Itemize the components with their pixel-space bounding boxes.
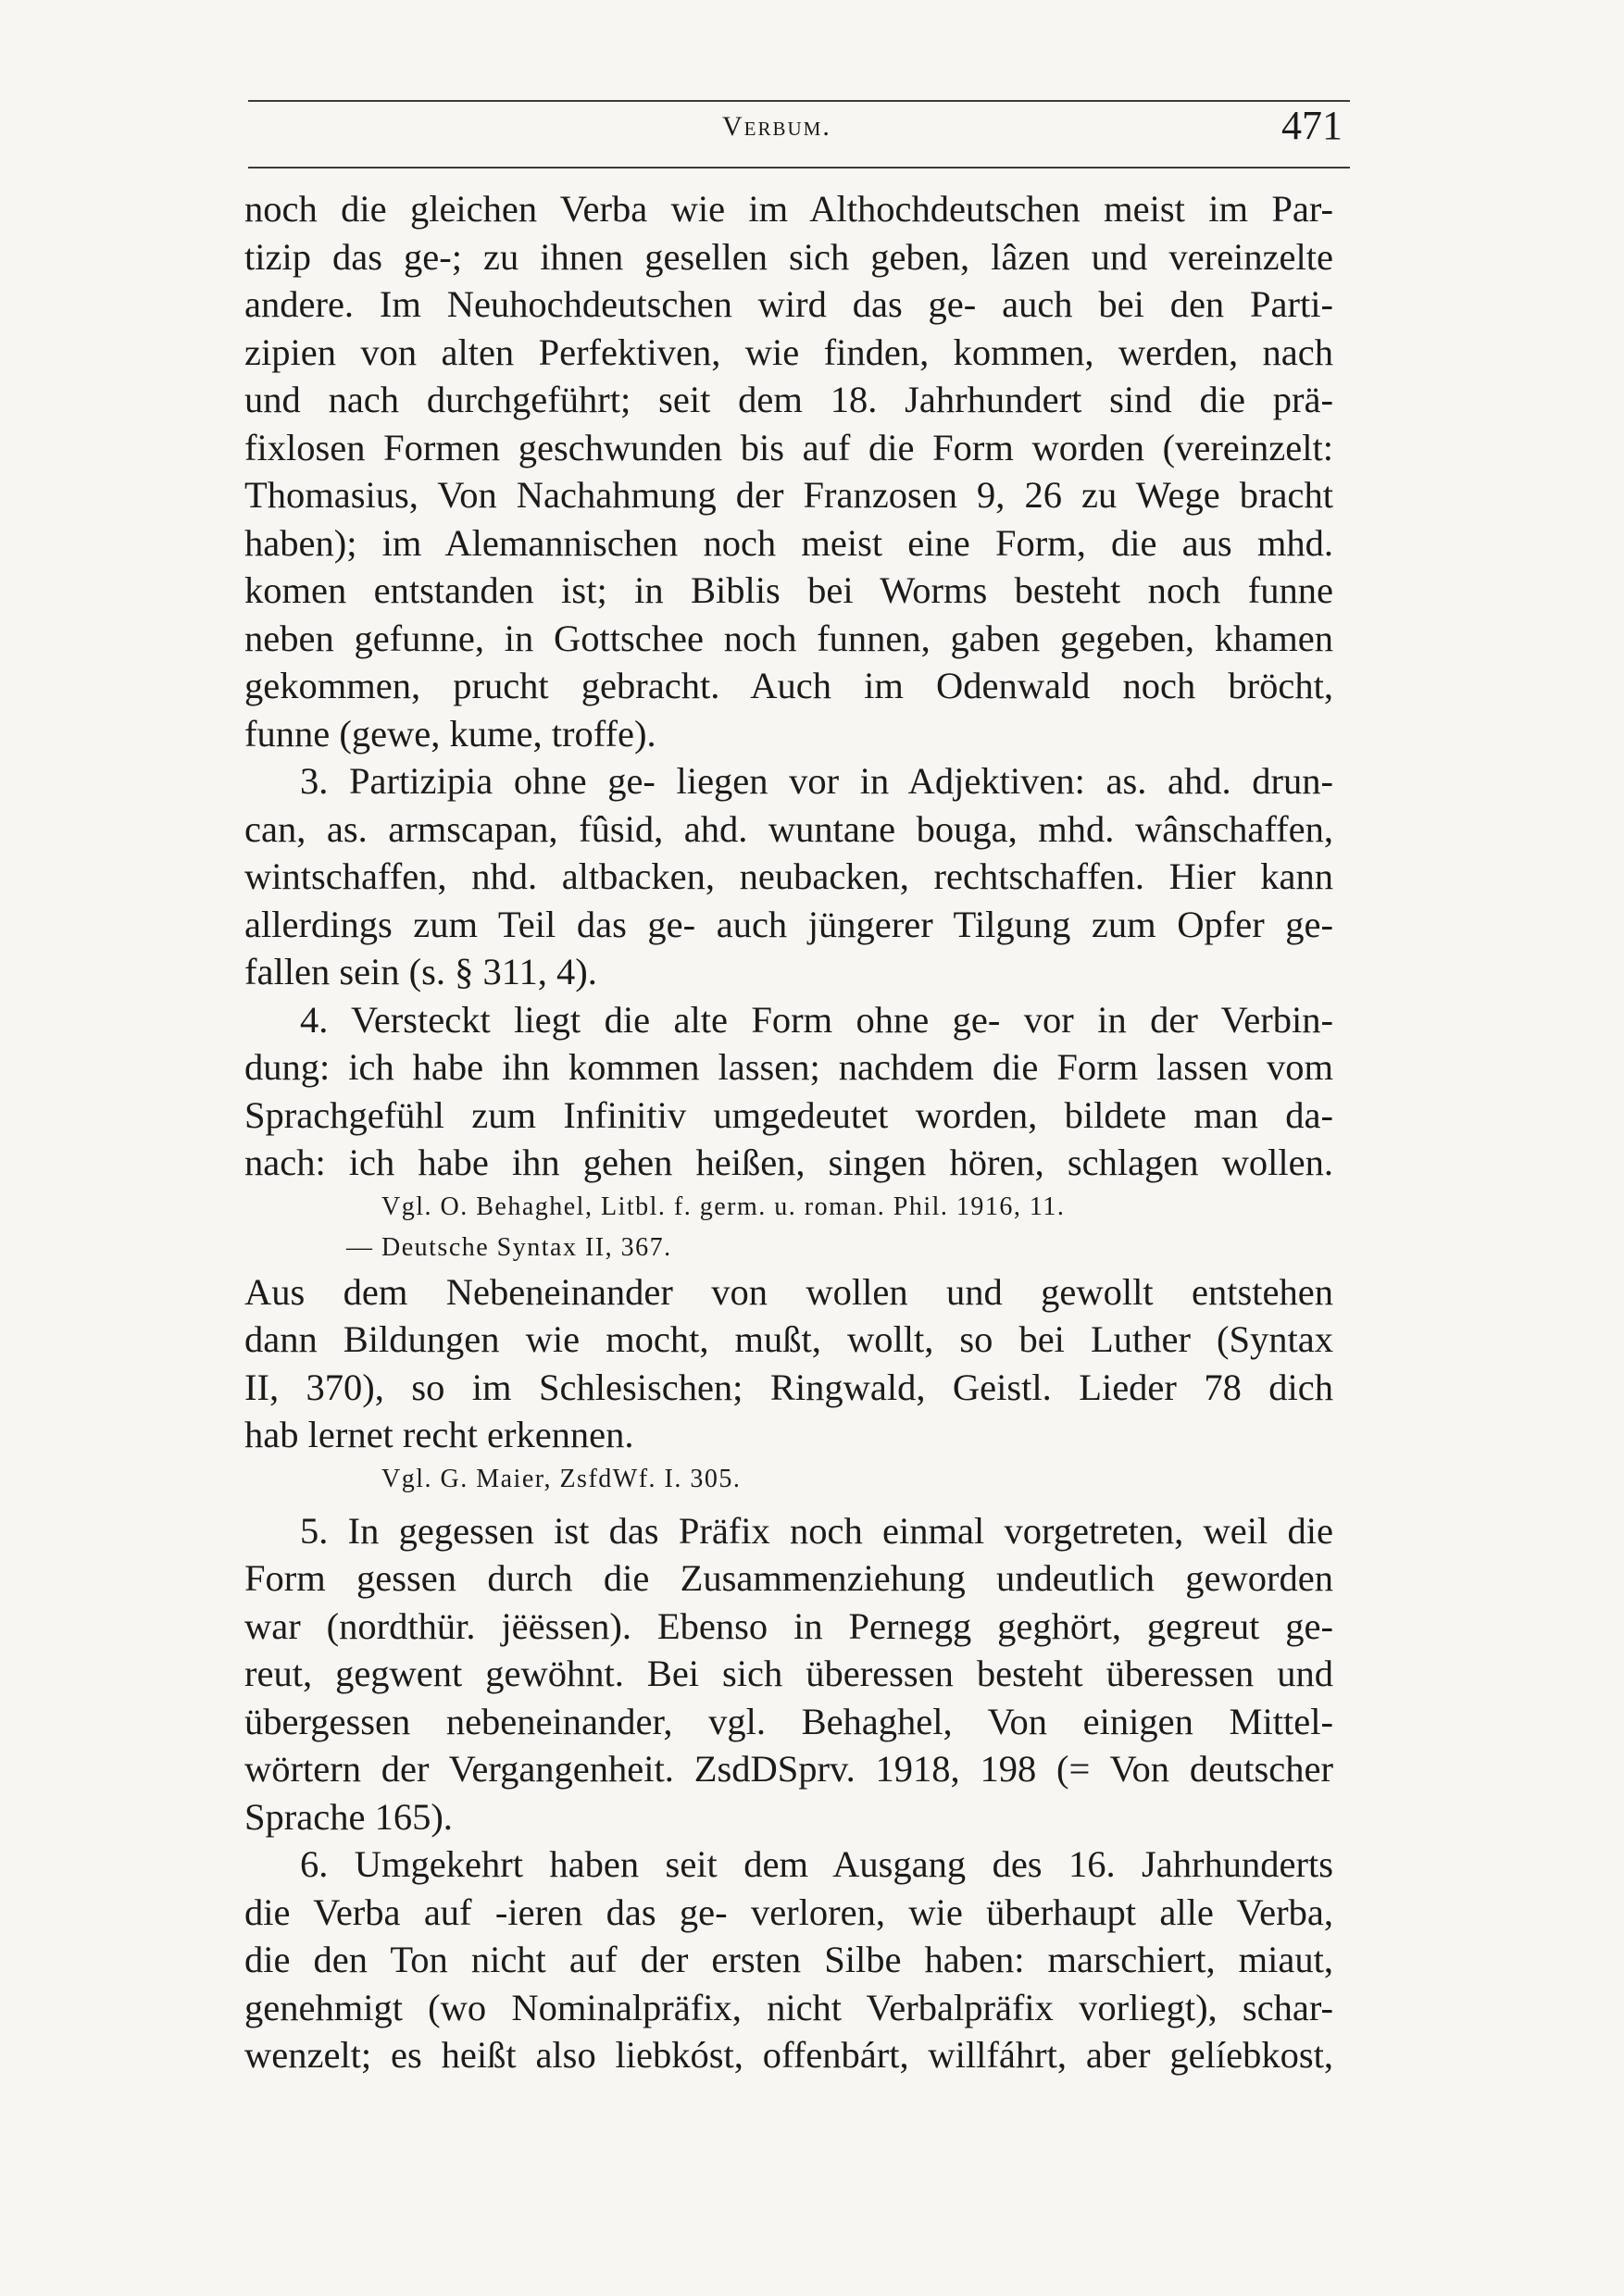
text-line: Aus dem Nebeneinander von wollen und gewollt entstehen <box>244 1270 1333 1313</box>
text-line: und nach durchgeführt; seit dem 18. Jahrhundert sind die prä- <box>244 379 1333 420</box>
text-line: war (nordthür. jëëssen). Ebenso in Pernegg geghört, gegreut ge- <box>244 1604 1333 1647</box>
paragraph-4-line: 4. Versteckt liegt die alte Form ohne ge- vor in der Verbin- <box>300 998 1333 1041</box>
text-line: wenzelt; es heißt also liebkóst, offenbárt, willfáhrt, aber gelíebkost, <box>244 2034 1333 2076</box>
text-line: fallen sein (s. § 311, 4). <box>244 951 597 992</box>
text-line: neben gefunne, in Gottschee noch funnen, gaben gegeben, khamen <box>244 617 1333 659</box>
text-line: die den Ton nicht auf der ersten Silbe haben: marschiert, miaut, <box>244 1939 1333 1980</box>
header-rule-bottom <box>248 167 1350 168</box>
text-line: genehmigt (wo Nominalpräfix, nicht Verbalpräfix vorliegt), schar- <box>244 1986 1333 2028</box>
text-line: fixlosen Formen geschwunden bis auf die Form worden (vereinzelt: <box>244 426 1333 468</box>
text-line: wörtern der Vergangenheit. ZsdDSprv. 1918, 198 (= Von deutscher <box>244 1748 1333 1790</box>
citation-line: Vgl. G. Maier, ZsfdWf. I. 305. <box>381 1464 742 1493</box>
citation-line: — Deutsche Syntax II, 367. <box>346 1232 672 1262</box>
paragraph-5-line: 5. In gegessen ist das Präfix noch einmal vorgetreten, weil die <box>300 1509 1333 1552</box>
text-line: die Verba auf -ieren das ge- verloren, wie überhaupt alle Verba, <box>244 1890 1333 1933</box>
text-line: funne (gewe, kume, troffe). <box>244 712 656 755</box>
text-line: tizip das ge-; zu ihnen gesellen sich geben, lâzen und vereinzelte <box>244 235 1333 278</box>
paragraph-6-line: 6. Umgekehrt haben seit dem Ausgang des 16. Jahrhunderts <box>300 1843 1333 1885</box>
text-line: Sprache 165). <box>244 1795 453 1838</box>
text-line: komen entstanden ist; in Biblis bei Worms besteht noch funne <box>244 569 1333 611</box>
page-number: 471 <box>1281 103 1343 148</box>
text-line: andere. Im Neuhochdeutschen wird das ge- auch bei den Parti- <box>244 283 1333 325</box>
text-line: zipien von alten Perfektiven, wie finden, kommen, werden, nach <box>244 331 1333 373</box>
text-line: reut, gegwent gewöhnt. Bei sich überessen besteht überessen und <box>244 1653 1333 1694</box>
running-title: Verbum. <box>722 111 831 142</box>
body-text <box>244 185 1333 2079</box>
paragraph-3-line: 3. Partizipia ohne ge- liegen vor in Adjektiven: as. ahd. drun- <box>300 760 1333 802</box>
citation-line: Vgl. O. Behaghel, Litbl. f. germ. u. roman. Phil. 1916, 11. <box>381 1192 1066 1221</box>
text-line: can, as. armscapan, fûsid, ahd. wuntane bouga, mhd. wânschaffen, <box>244 807 1333 850</box>
text-line: dann Bildungen wie mocht, mußt, wollt, so bei Luther (Syntax <box>244 1318 1333 1360</box>
text-line: nach: ich habe ihn gehen heißen, singen hören, schlagen wollen. <box>244 1142 1333 1183</box>
text-line: wintschaffen, nhd. altbacken, neubacken, rechtschaffen. Hier kann <box>244 855 1333 897</box>
text-line: Sprachgefühl zum Infinitiv umgedeutet worden, bildete man da- <box>244 1093 1333 1136</box>
text-line: gekommen, prucht gebracht. Auch im Odenwald noch bröcht, <box>244 665 1333 706</box>
text-line: Thomasius, Von Nachahmung der Franzosen 9, 26 zu Wege bracht <box>244 474 1333 516</box>
text-line: haben); im Alemannischen noch meist eine Form, die aus mhd. <box>244 521 1333 564</box>
spacer <box>244 1500 1333 1507</box>
text-line: allerdings zum Teil das ge- auch jüngerer Tilgung zum Opfer ge- <box>244 903 1333 945</box>
text-line: übergessen nebeneinander, vgl. Behaghel, Von einigen Mittel- <box>244 1700 1333 1742</box>
text-line: II, 370), so im Schlesischen; Ringwald, Geistl. Lieder 78 dich <box>244 1366 1333 1408</box>
text-line: noch die gleichen Verba wie im Althochdeutschen meist im Par- <box>244 188 1333 230</box>
text-line: Form gessen durch die Zusammenziehung undeutlich geworden <box>244 1557 1333 1599</box>
header-rule-top <box>248 100 1350 102</box>
text-line: dung: ich habe ihn kommen lassen; nachdem die Form lassen vom <box>244 1046 1333 1088</box>
text-line: hab lernet recht erkennen. <box>244 1414 634 1455</box>
